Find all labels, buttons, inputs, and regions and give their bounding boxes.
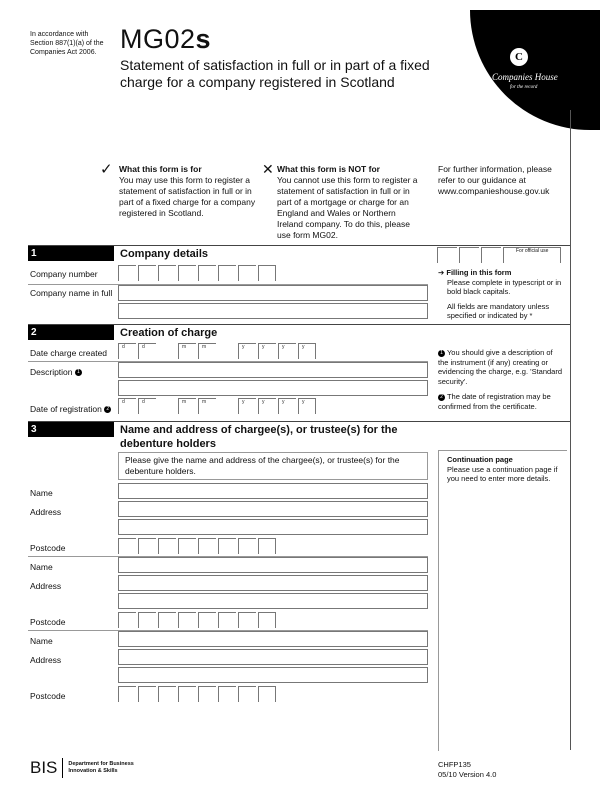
bis-logo <box>30 758 134 778</box>
continuation-box <box>438 450 567 751</box>
postcode-label: Postcode <box>30 543 66 553</box>
footer-codes <box>438 760 496 779</box>
for-block <box>100 161 262 219</box>
note1-text: You should give a description of the instrument (if any) creating or evidencing the charge, e.g. 'Standard security'. <box>438 348 563 386</box>
address-input-3a[interactable] <box>118 649 428 665</box>
company-name-label: Company name in full <box>30 288 113 298</box>
arrow-icon: ➔ <box>438 268 445 277</box>
date-created-input[interactable]: d d m m y y y y <box>118 343 318 359</box>
form-code <box>120 24 211 55</box>
address-input-2b[interactable] <box>118 593 428 609</box>
address-input-2a[interactable] <box>118 575 428 591</box>
section1-number: 1 <box>28 246 114 261</box>
chfp-code: CHFP135 <box>438 760 471 769</box>
section3-instruction: Please give the name and address of the chargee(s), or trustee(s) for the debenture holders. <box>118 452 428 480</box>
form-title <box>120 57 430 91</box>
note2-marker-icon: 2 <box>104 406 111 413</box>
name-input-1[interactable] <box>118 483 428 499</box>
date-registration-input[interactable]: d d m m y y y y <box>118 398 318 414</box>
company-name-input-1[interactable] <box>118 285 428 301</box>
filling-text1: Please complete in typescript or in bold black capitals. <box>447 277 562 296</box>
note2-icon: 2 <box>438 394 445 401</box>
name-label: Name <box>30 636 53 646</box>
note2-text: The date of registration may be confirmed from the certificate. <box>438 392 551 411</box>
note2 <box>438 392 563 411</box>
not-for-block <box>262 161 422 241</box>
filling-title: Filling in this form <box>446 268 512 277</box>
note1-icon: 1 <box>438 350 445 357</box>
cross-icon: ✕ <box>262 161 274 177</box>
name-input-2[interactable] <box>118 557 428 573</box>
note1 <box>438 348 563 386</box>
description-input-1[interactable] <box>118 362 428 378</box>
date-registration-label: Date of registration 2 <box>30 404 111 414</box>
info-text: For further information, please refer to our guidance at www.companieshouse.gov.uk <box>438 164 552 196</box>
name-label: Name <box>30 562 53 572</box>
address-label: Address <box>30 581 62 591</box>
postcode-input-3[interactable] <box>118 686 278 702</box>
description-input-2[interactable] <box>118 380 428 396</box>
companies-house-logo <box>470 10 600 130</box>
check-icon: ✓ <box>100 161 113 178</box>
company-name-input-2[interactable] <box>118 303 428 319</box>
version-text: 05/10 Version 4.0 <box>438 769 497 779</box>
name-input-3[interactable] <box>118 631 428 647</box>
accordance-note: In accordance with Section 887(1)(a) of the Companies Act 2006. <box>30 31 104 56</box>
official-use-label: For official use <box>516 248 549 254</box>
note1-marker-icon: 1 <box>75 369 82 376</box>
for-text: You may use this form to register a statement of satisfaction in full or in part of a fixed charge for a company registered in Scotland. <box>119 175 256 218</box>
postcode-input-1[interactable] <box>118 538 278 554</box>
for-title: What this form is for <box>119 164 202 174</box>
description-label: Description 1 <box>30 367 82 377</box>
section3-number: 3 <box>28 422 114 437</box>
dept-line2: Innovation & Skills <box>68 768 118 774</box>
form-code-suffix: s <box>195 24 212 54</box>
postcode-label: Postcode <box>30 691 66 701</box>
section3-title: Name and address of chargee(s), or trustee(s) for the debenture holders <box>120 424 398 450</box>
crown-icon: C <box>510 48 528 66</box>
logo-name: Companies House <box>492 72 558 82</box>
name-label: Name <box>30 488 53 498</box>
section2-number: 2 <box>28 325 114 340</box>
continuation-text: Please use a continuation page if you need to enter more details. <box>447 464 558 483</box>
postcode-input-2[interactable] <box>118 612 278 628</box>
address-label: Address <box>30 655 62 665</box>
filling-in-note <box>438 268 563 321</box>
form-code-main: MG02 <box>120 24 196 54</box>
page-right-rule <box>570 110 571 750</box>
postcode-label: Postcode <box>30 617 66 627</box>
continuation-title: Continuation page <box>447 455 513 464</box>
address-input-1b[interactable] <box>118 519 428 535</box>
address-input-3b[interactable] <box>118 667 428 683</box>
address-label: Address <box>30 507 62 517</box>
filling-text2: All fields are mandatory unless specified or indicated by * <box>447 301 550 320</box>
form-title-line1: Statement of satisfaction in full or in part of a fixed <box>120 57 430 73</box>
not-for-title: What this form is NOT for <box>277 164 380 174</box>
form-title-line2: charge for a company registered in Scotland <box>120 74 395 90</box>
bis-text: BIS <box>30 758 63 778</box>
company-number-label: Company number <box>30 269 98 279</box>
company-number-input[interactable] <box>118 265 278 281</box>
dept-line1: Department for Business <box>68 761 134 767</box>
address-input-1a[interactable] <box>118 501 428 517</box>
not-for-text: You cannot use this form to register a statement of satisfaction in full or in part of a mortgage or charge for an England and Wales or Northern Ireland company. To do this, please use form MG02. <box>277 175 418 240</box>
section2-title: Creation of charge <box>120 327 218 339</box>
section1-title: Company details <box>120 248 209 260</box>
date-created-label: Date charge created <box>30 348 108 358</box>
logo-tagline: for the record <box>510 85 538 90</box>
